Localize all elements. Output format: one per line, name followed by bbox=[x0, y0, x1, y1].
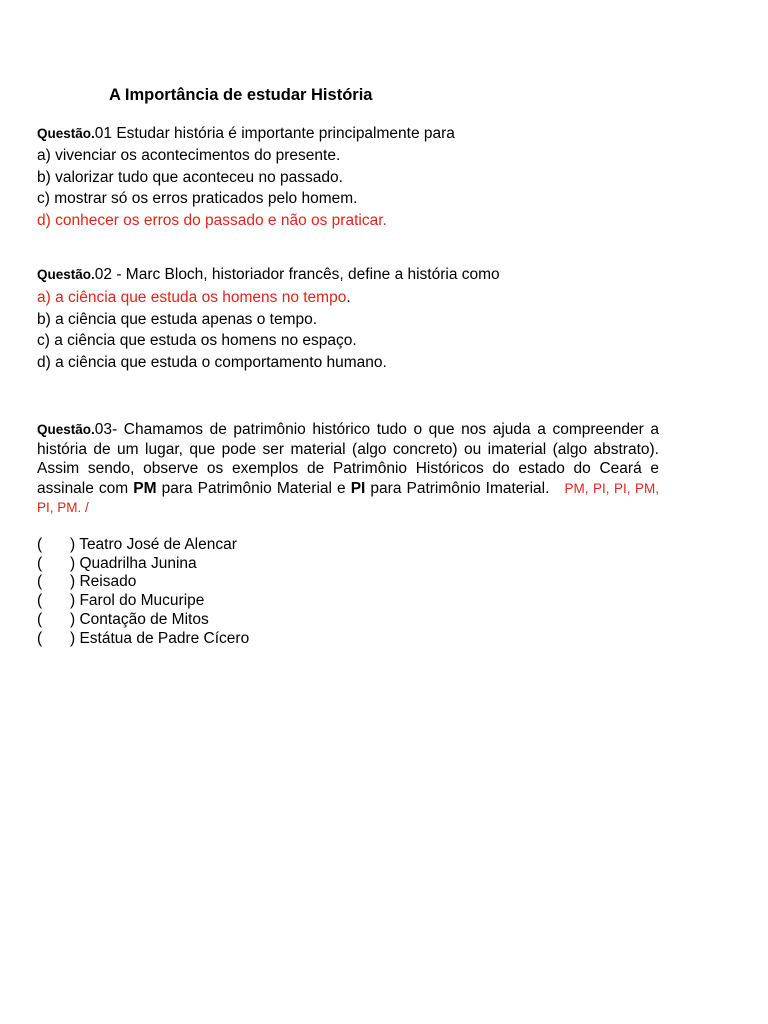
q1-option-d-correct: d) conhecer os erros do passado e não os praticar. bbox=[37, 212, 387, 229]
q2-option-a-correct bbox=[37, 288, 351, 308]
q3-item-open-paren: ( bbox=[37, 573, 43, 590]
q2-option-d: d) a ciência que estuda o comportamento humano. bbox=[37, 354, 387, 371]
q1-option-b: b) valorizar tudo que aconteceu no passado. bbox=[37, 169, 343, 186]
q3-label: Questão. bbox=[37, 422, 95, 437]
q2-option-b: b) a ciência que estuda apenas o tempo. bbox=[37, 311, 318, 328]
q2-prompt-text: 02 - Marc Bloch, historiador francês, define a história como bbox=[94, 266, 500, 283]
q3-item-open-paren: ( bbox=[37, 592, 43, 609]
q3-item-open-paren: ( bbox=[37, 630, 43, 647]
q3-prompt bbox=[37, 420, 659, 518]
q3-answer-key: PM, PI, PI, PM, PI, PM. / bbox=[37, 480, 659, 515]
q2-label: Questão. bbox=[37, 267, 95, 282]
q3-text-start: 03- Chamamos de patrimônio histórico tudo o que nos ajuda a compreender a história de um lugar, que pode ser material (algo concreto) ou imaterial (algo abstrato). Assim sendo, observe os exemplos de Patrimônio Históricos do estado do Ceará e assinale com bbox=[37, 421, 659, 497]
q3-item-text: ) Estátua de Padre Cícero bbox=[70, 630, 250, 647]
q3-item-text: ) Contação de Mitos bbox=[70, 611, 209, 628]
q3-item-text: ) Teatro José de Alencar bbox=[70, 536, 237, 553]
q2-prompt bbox=[37, 265, 500, 285]
q1-option-a: a) vivenciar os acontecimentos do presente. bbox=[37, 147, 341, 164]
q2-option-a-text: a) a ciência que estuda os homens no tempo bbox=[37, 289, 347, 306]
q3-item-text: ) Farol do Mucuripe bbox=[70, 592, 205, 609]
q3-item-open-paren: ( bbox=[37, 611, 43, 628]
q1-option-c: c) mostrar só os erros praticados pelo homem. bbox=[37, 190, 358, 207]
q1-label: Questão. bbox=[37, 126, 95, 141]
q3-item-text: ) Reisado bbox=[70, 573, 137, 590]
q3-item-text: ) Quadrilha Junina bbox=[70, 555, 197, 572]
q2-option-a-period: . bbox=[346, 289, 351, 306]
q1-prompt-text: 01 Estudar história é importante principalmente para bbox=[94, 125, 455, 142]
q1-prompt bbox=[37, 124, 455, 144]
q3-pm-code: PM bbox=[133, 479, 157, 497]
q3-text-mid: para Patrimônio Material e bbox=[161, 479, 346, 497]
q3-pi-code: PI bbox=[350, 479, 366, 497]
q3-item-open-paren: ( bbox=[37, 536, 43, 553]
page-title: A Importância de estudar História bbox=[109, 86, 373, 104]
q2-option-c: c) a ciência que estuda os homens no espaço. bbox=[37, 332, 357, 349]
q3-text-end: para Patrimônio Imaterial. bbox=[370, 479, 550, 497]
q3-item-open-paren: ( bbox=[37, 555, 43, 572]
